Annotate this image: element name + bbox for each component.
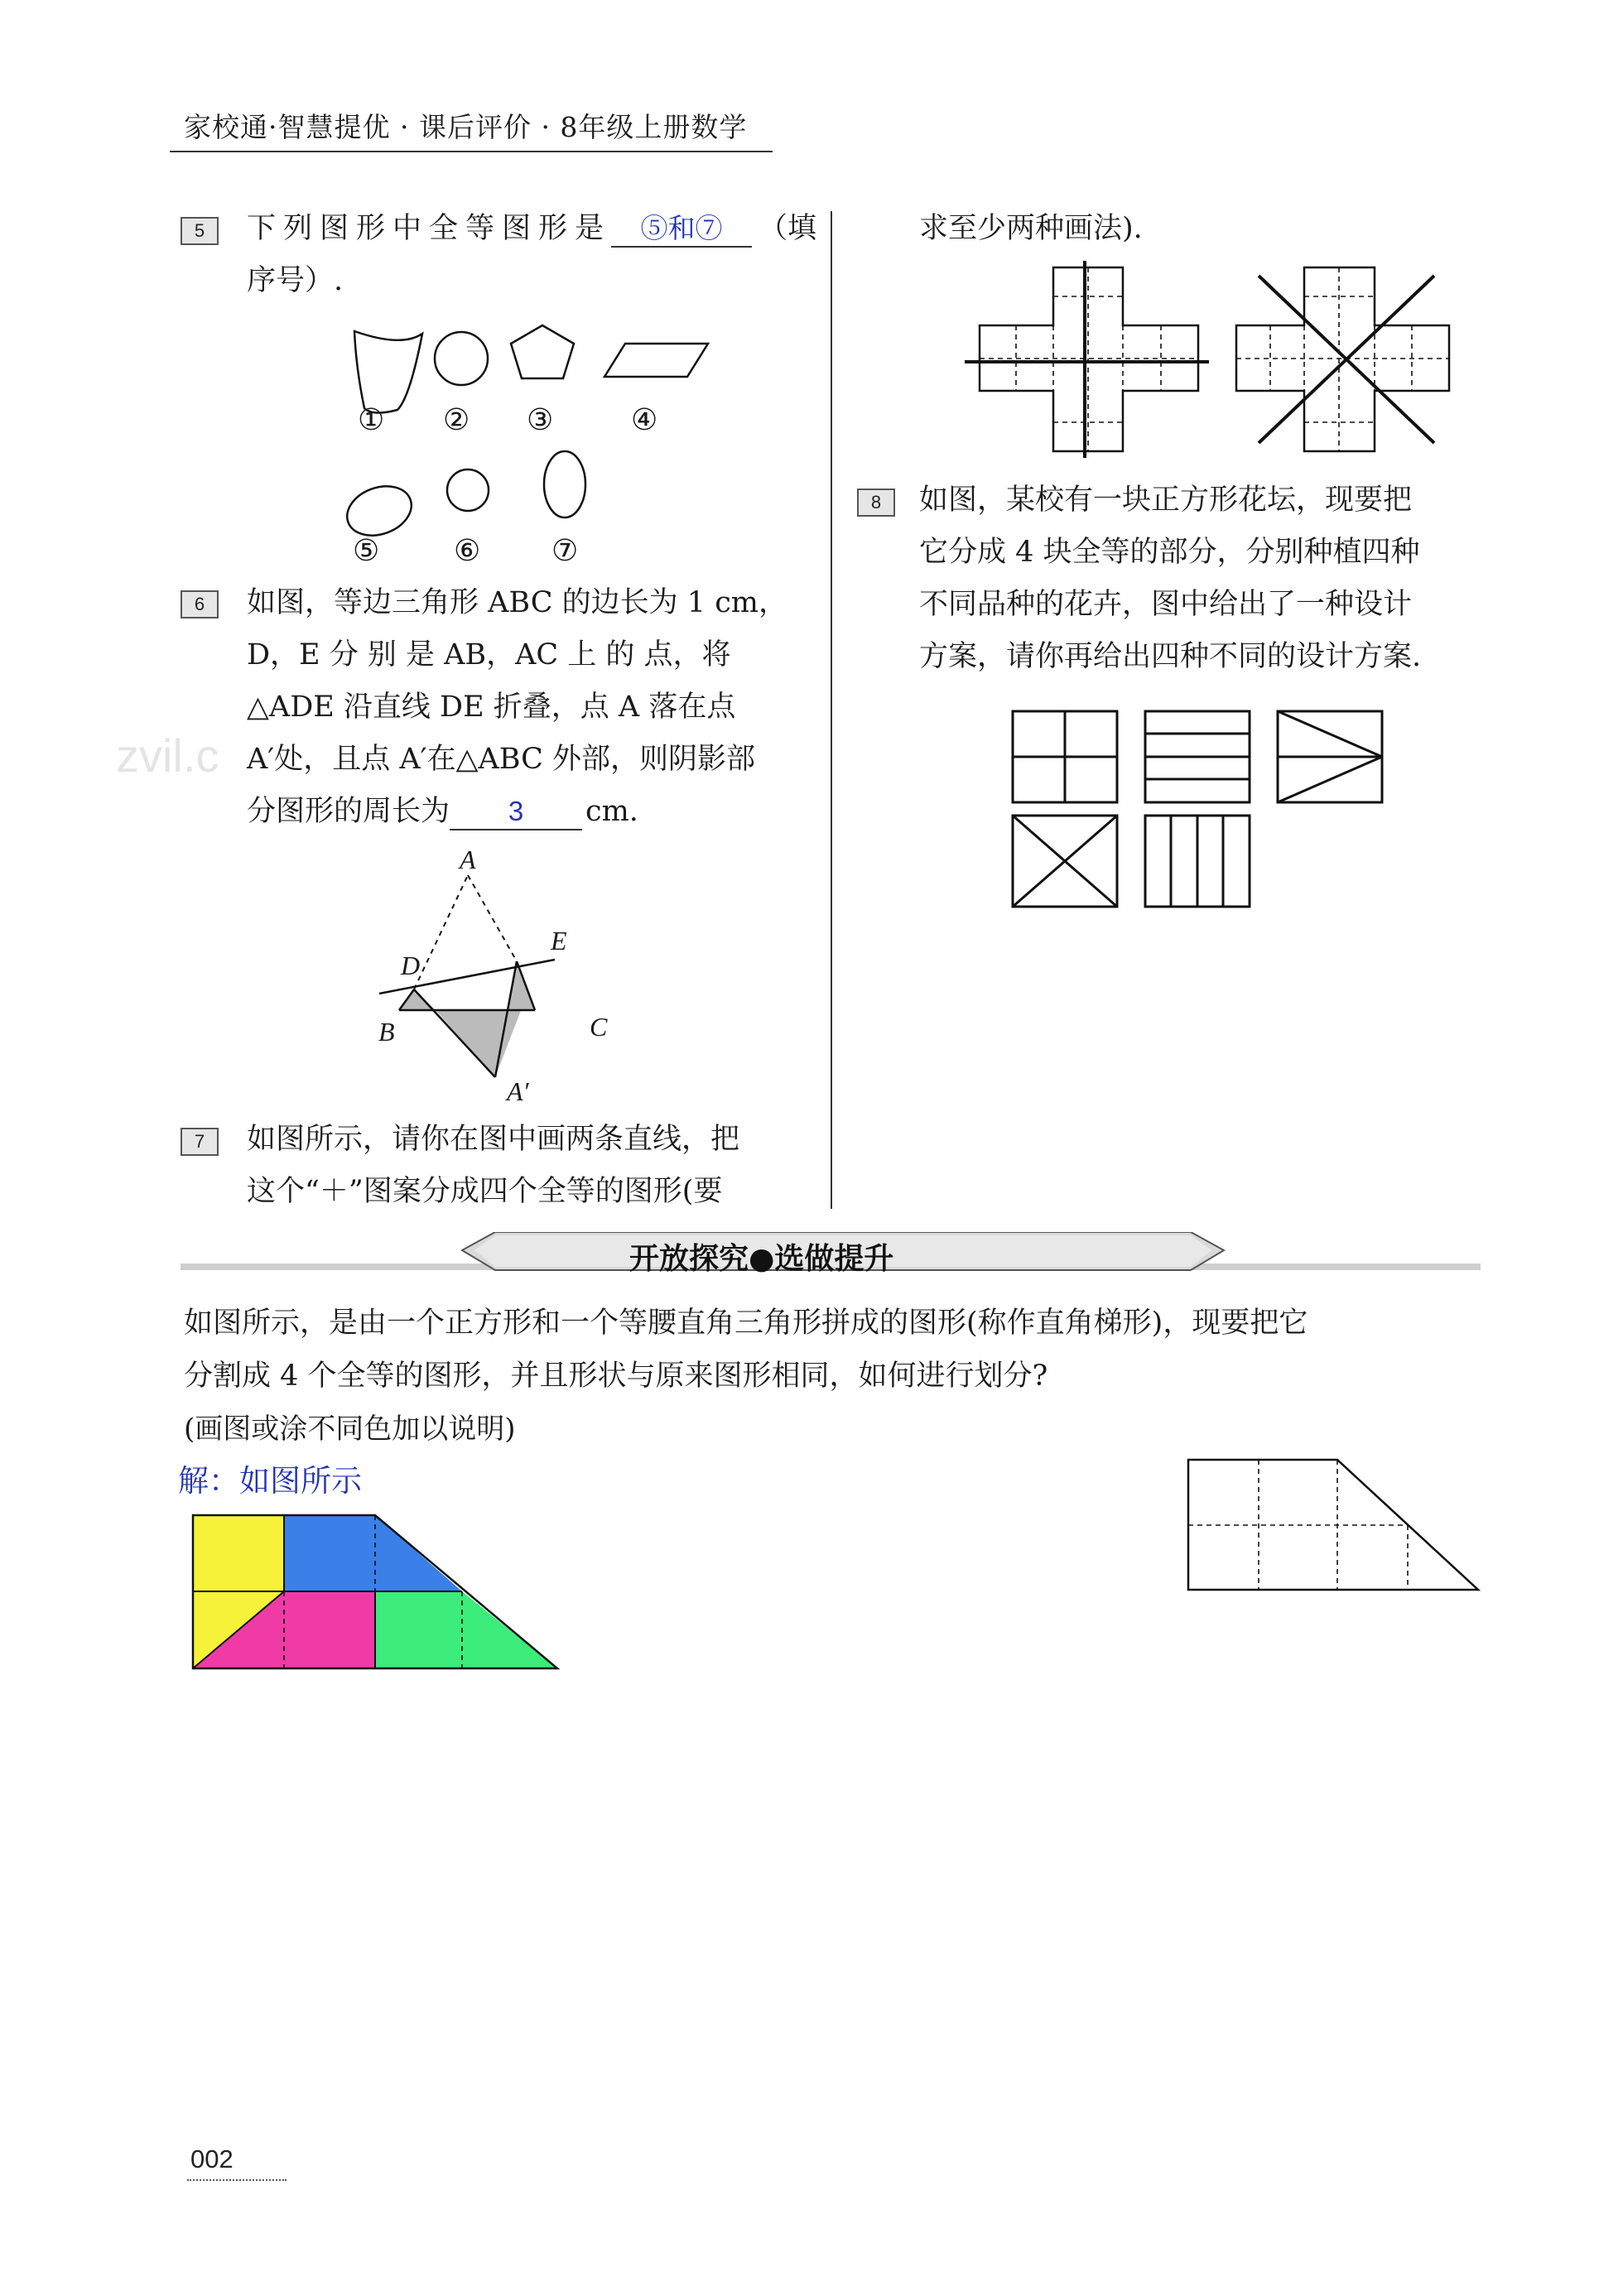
q8-design-vertical-strips — [1145, 816, 1250, 907]
open-text-line3: (画图或涂不同色加以说明) — [184, 1413, 516, 1446]
shape-7-ellipse — [544, 451, 585, 517]
q5-text-line1 — [247, 203, 816, 255]
section-title: 开放探究●选做提升 — [629, 1242, 894, 1276]
question-number-6: 6 — [181, 590, 219, 619]
q8-text-line4: 方案，请你再给出四种不同的设计方案. — [919, 640, 1422, 673]
q6-text-line2: D，E 分 别 是 AB，AC 上 的 点，将 — [247, 638, 731, 671]
piece-green — [375, 1591, 557, 1668]
q7-figures — [961, 261, 1457, 460]
q6-text-line1: 如图，等边三角形 ABC 的边长为 1 cm， — [247, 586, 787, 619]
q8-design-diagonals — [1013, 816, 1117, 907]
q6-label-A-prime: A′ — [507, 1076, 529, 1106]
page-number-rule — [187, 2179, 287, 2182]
q6-label-C: C — [590, 1012, 608, 1042]
q6-answer: 3 — [508, 796, 524, 826]
open-text-line2: 分割成 4 个全等的图形，并且形状与原来图形相同，如何进行划分? — [184, 1360, 1048, 1393]
question-number-7: 7 — [181, 1128, 219, 1156]
q5-answer: ⑤和⑦ — [640, 213, 723, 243]
q6-label-D: D — [401, 951, 421, 980]
solution-label: 解：如图所示 — [178, 1463, 362, 1499]
q5-label-4: ④ — [631, 403, 658, 437]
q5-text-line2: 序号）. — [247, 264, 344, 297]
shape-3-pentagon — [511, 325, 574, 378]
question-number-8: 8 — [857, 489, 895, 517]
q8-design-horizontal-strips — [1145, 711, 1250, 802]
watermark: zvil.c — [116, 729, 219, 782]
shape-6-circle — [447, 469, 489, 511]
column-divider — [831, 211, 832, 1209]
piece-blue — [284, 1515, 462, 1591]
shape-2-circle — [435, 332, 488, 385]
shape-1-curved — [354, 331, 422, 413]
q8-figures — [1006, 708, 1395, 915]
q8-design-fan — [1278, 711, 1382, 802]
q8-design-grid — [1013, 711, 1117, 802]
q6-line5-suffix: cm. — [585, 795, 638, 828]
q8-text-line1: 如图，某校有一块正方形花坛，现要把 — [919, 484, 1413, 517]
solution-figure — [189, 1511, 570, 1677]
open-text-line1: 如图所示，是由一个正方形和一个等腰直角三角形拼成的图形(称作直角梯形)，现要把它 — [184, 1307, 1308, 1340]
q5-label-7: ⑦ — [551, 534, 579, 568]
q5-label-6: ⑥ — [454, 534, 481, 568]
q7-cross-1 — [965, 261, 1209, 458]
q6-label-B: B — [378, 1017, 395, 1047]
q5-figure — [340, 319, 729, 567]
q6-line5-prefix: 分图形的周长为 — [247, 795, 450, 828]
q7-cross-2 — [1236, 267, 1449, 451]
trapezoid-figure — [1184, 1453, 1482, 1598]
q6-text-line4: A′处，且点 A′在△ABC 外部，则阴影部 — [247, 743, 756, 776]
shape-4-parallelogram — [604, 344, 708, 377]
q8-text-line2: 它分成 4 块全等的部分，分别种植四种 — [919, 536, 1420, 569]
q5-answer-blank — [611, 211, 752, 248]
q5-suffix: （填 — [759, 212, 817, 245]
page-number: 002 — [190, 2144, 234, 2173]
q5-label-1: ① — [358, 403, 385, 437]
q5-label-2: ② — [443, 403, 470, 437]
q6-label-E: E — [551, 926, 567, 955]
q5-label-3: ③ — [527, 403, 554, 437]
q5-label-5: ⑤ — [353, 534, 380, 568]
q6-dashed-AE — [468, 875, 517, 961]
header-title: 家校通·智慧提优 · 课后评价 · 8年级上册数学 — [184, 111, 748, 143]
q7-text-line3: 求至少两种画法). — [919, 212, 1143, 245]
header-rule — [170, 151, 773, 152]
question-number-5: 5 — [181, 217, 219, 245]
q6-label-A: A — [460, 845, 476, 874]
q7-text-line2: 这个“＋”图案分成四个全等的图形(要 — [247, 1175, 723, 1208]
q6-dashed-DA — [414, 875, 468, 989]
q6-text-line5 — [247, 786, 638, 838]
q5-prefix: 下列图形中全等图形是 — [247, 212, 612, 245]
q7-text-line1: 如图所示，请你在图中画两条直线，把 — [247, 1123, 740, 1156]
q6-answer-blank — [450, 794, 582, 830]
q6-text-line3: △ADE 沿直线 DE 折叠，点 A 落在点 — [247, 691, 736, 724]
q6-shade-bottom — [436, 1008, 522, 1077]
q8-text-line3: 不同品种的花卉，图中给出了一种设计 — [919, 588, 1413, 621]
